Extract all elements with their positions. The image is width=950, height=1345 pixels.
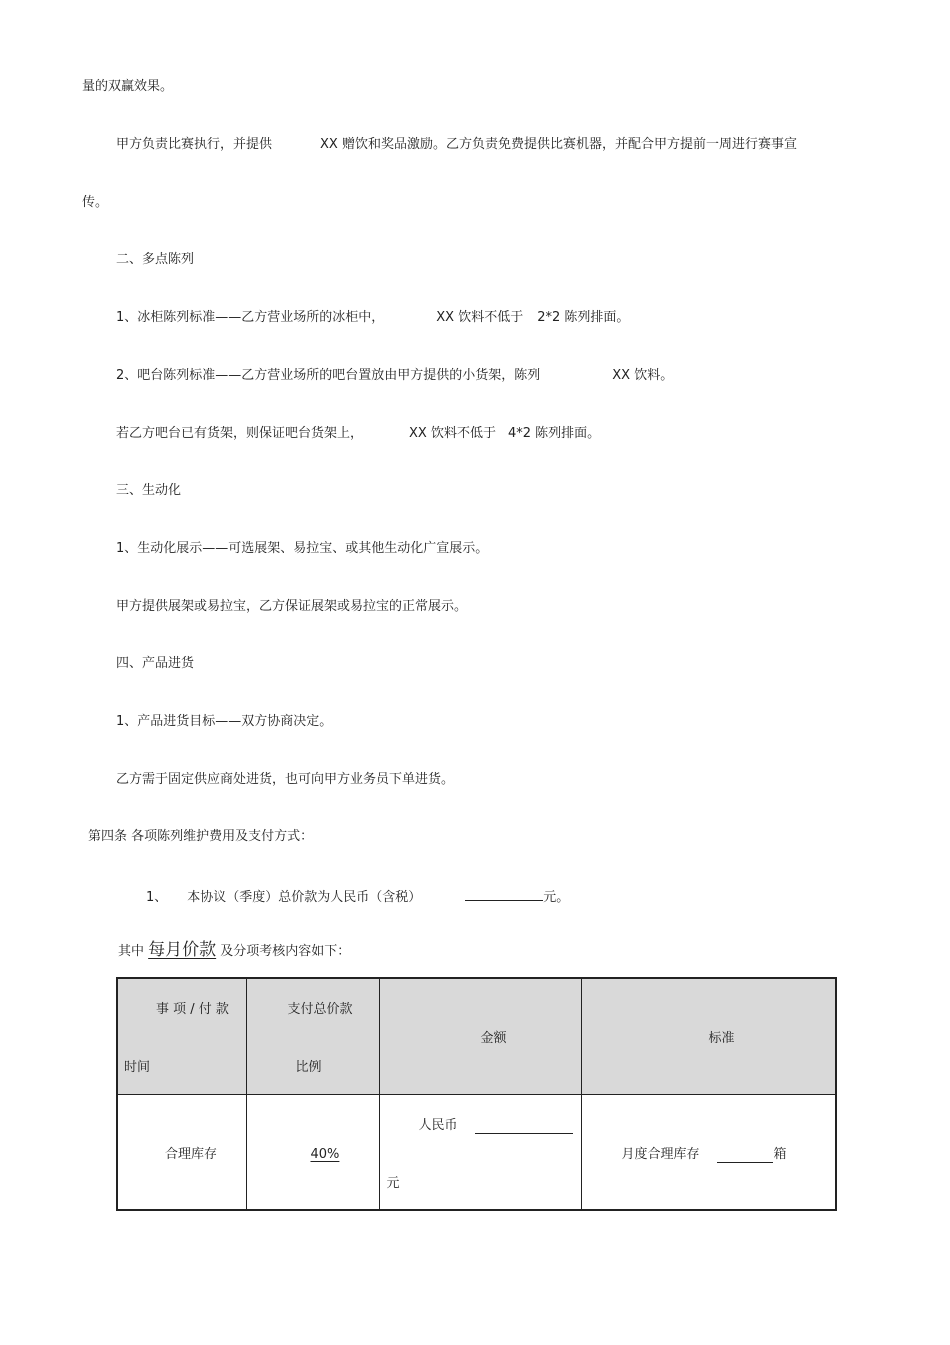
- header-standard: 标准: [581, 978, 836, 1095]
- header-item-time: 事 项 / 付 款 时间: [117, 978, 246, 1095]
- cell-amount: 人民币 元: [379, 1095, 581, 1211]
- paragraph-total-price: 1、 本协议（季度）总价款为人民币（含税） 元。: [146, 886, 569, 907]
- cell-reasonable-stock: 合理库存: [117, 1095, 246, 1211]
- table-header-row: [117, 978, 836, 1095]
- paragraph-prize-execution: 甲方负责比赛执行，并提供 XX 赠饮和奖品激励。乙方负责免费提供比赛机器，并配合甲方提前一周进行赛事宣: [116, 137, 797, 152]
- paragraph-fridge-display: 1、冰柜陈列标准——乙方营业场所的冰柜中， XX 饮料不低于 2*2 陈列排面。: [116, 310, 630, 325]
- section-heading-display: 二、多点陈列: [116, 252, 195, 267]
- cell-ratio: 40%: [246, 1095, 379, 1211]
- paragraph-monthly-price: 其中 每月价款 及分项考核内容如下：: [118, 940, 351, 960]
- section-heading-stock: 四、产品进货: [116, 656, 195, 671]
- paragraph-continuation: 量的双赢效果。: [82, 79, 174, 94]
- paragraph-bar-display: 2、吧台陈列标准——乙方营业场所的吧台置放由甲方提供的小货架，陈列 XX 饮料。: [116, 368, 674, 383]
- paragraph-stock-target: 1、产品进货目标——双方协商决定。: [116, 714, 333, 729]
- section-heading-vivid: 三、生动化: [116, 483, 182, 498]
- paragraph-bar-shelf: 若乙方吧台已有货架，则保证吧台货架上， XX 饮料不低于 4*2 陈列排面。: [116, 426, 601, 441]
- header-payment-ratio: 支付总价款 比例: [246, 978, 379, 1095]
- paragraph-vivid-display: 1、生动化展示——可选展架、易拉宝、或其他生动化广宣展示。: [116, 541, 489, 556]
- paragraph-stock-supplier: 乙方需于固定供应商处进货，也可向甲方业务员下单进货。: [116, 772, 455, 787]
- table-row: [117, 1095, 836, 1211]
- stock-boxes-blank: [717, 1148, 773, 1163]
- paragraph-prize-execution-end: 传。: [82, 195, 109, 210]
- paragraph-vivid-responsibility: 甲方提供展架或易拉宝，乙方保证展架或易拉宝的正常展示。: [116, 599, 468, 614]
- amount-blank: [475, 1119, 573, 1134]
- total-price-blank: [465, 886, 543, 901]
- fee-table: [116, 977, 837, 1211]
- article-four-heading: 第四条 各项陈列维护费用及支付方式：: [88, 829, 314, 844]
- header-amount: 金额: [379, 978, 581, 1095]
- cell-standard: 月度合理库存 箱: [581, 1095, 836, 1211]
